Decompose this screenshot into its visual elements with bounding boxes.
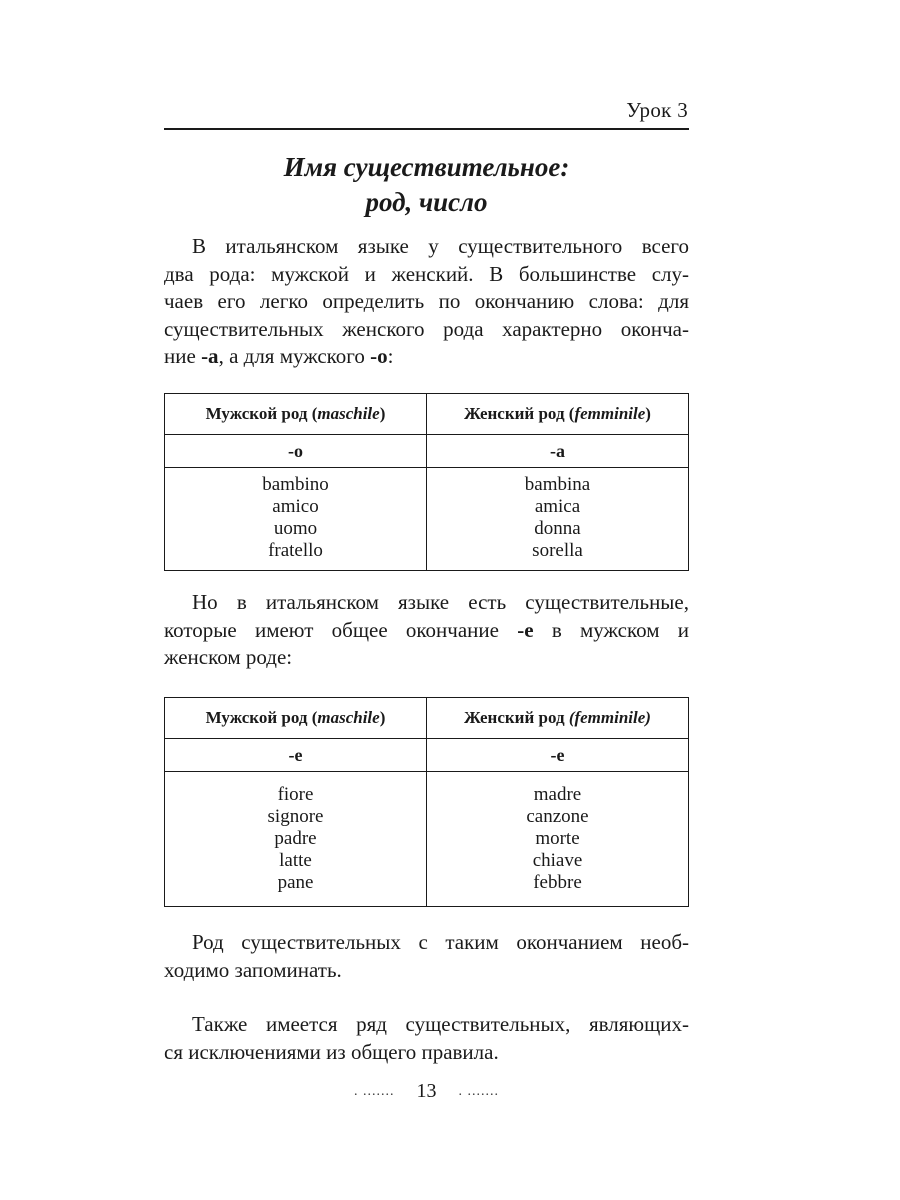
table-header-feminine: Женский род (femminile) [427,394,689,435]
common-ending-table [164,697,689,907]
feminine-ending: -e [427,739,689,772]
gender-endings-table [164,393,689,571]
feminine-ending: -a [427,435,689,468]
word: morte [535,828,580,849]
footer-dots-left: . ....... [354,1084,395,1099]
table-header-feminine: Женский род (femminile) [427,698,689,739]
word: pane [277,872,314,893]
word: bambina [524,474,591,495]
word: donna [534,518,581,539]
feminine-word-list [427,772,689,907]
word: madre [533,784,582,805]
word: uomo [273,518,318,539]
word: fratello [268,540,323,561]
paragraph-line: ся исключениями из общего правила. [164,1039,499,1064]
paragraph-line: Но в итальянском языке есть существительные, [192,590,689,614]
section-title-line-2: род, число [365,187,488,217]
paragraph-line: Род существительных с таким окончанием необ- [192,930,689,954]
feminine-word-list [427,468,689,571]
word: sorella [532,540,583,561]
word: amica [534,496,581,517]
section-title [164,150,689,220]
paragraph-memorize [164,929,689,984]
word: canzone [526,806,589,827]
masculine-word-list [165,772,427,907]
paragraph-line: чаев его легко определить по окончанию слова: для [164,289,689,313]
paragraph-common-ending [164,589,689,672]
masculine-ending: -o [165,435,427,468]
table-header-masculine: Мужской род (maschile) [165,394,427,435]
page-footer [164,1080,689,1103]
section-title-line-1: Имя существительное: [283,152,570,182]
masculine-ending: -e [165,739,427,772]
paragraph-line: существительных женского рода характерно оконча- [164,316,689,341]
paragraph-exceptions [164,1011,689,1066]
running-head-lesson: Урок 3 [626,98,688,122]
word: chiave [532,850,583,871]
word: latte [279,850,312,871]
word: febbre [533,872,582,893]
masculine-word-list [165,468,427,571]
footer-dots-right: . ....... [458,1084,499,1099]
paragraph-line: Также имеется ряд существительных, являющих- [192,1012,689,1036]
paragraph-line: ходимо запоминать. [164,957,342,982]
word: signore [267,806,324,827]
page-number: 13 [416,1080,437,1102]
word: fiore [277,784,314,805]
word: amico [272,496,319,517]
paragraph-line: ние -а, а для мужского -о: [164,344,394,368]
paragraph-line: В итальянском языке у существительного всего [192,234,689,258]
paragraph-line: которые имеют общее окончание -е в мужском и [164,617,689,642]
paragraph-gender-intro [164,233,689,371]
word: bambino [262,474,329,495]
paragraph-line: два рода: мужской и женский. В большинстве слу- [164,261,689,286]
table-header-masculine: Мужской род (maschile) [165,698,427,739]
word: padre [274,828,317,849]
paragraph-line: женском роде: [164,645,293,669]
header-rule [164,128,689,130]
